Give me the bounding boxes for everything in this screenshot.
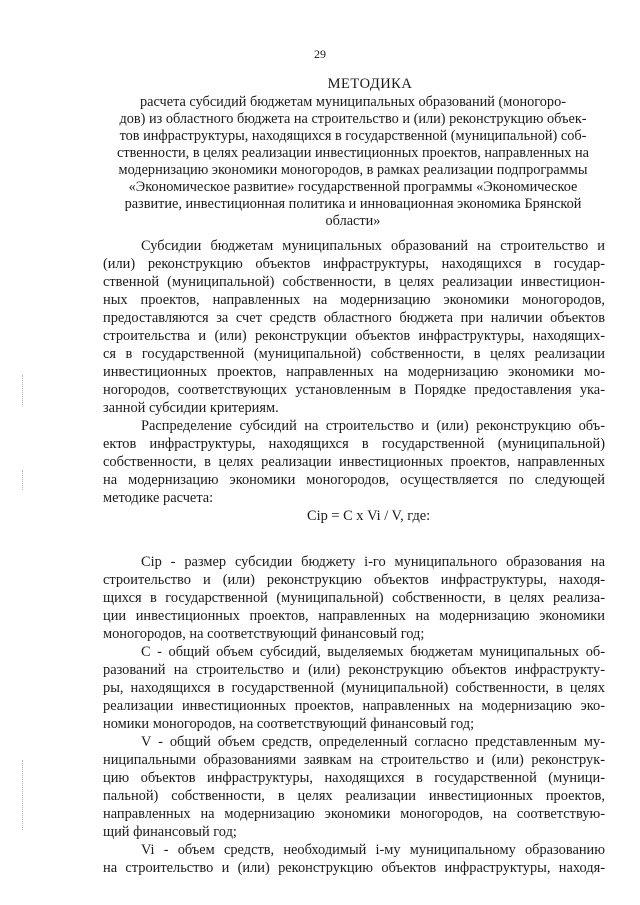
paragraph-line: (или) реконструкцию объектов инфраструктуры, находящихся в государ- [103, 256, 605, 272]
definition-line: номики моногородов, на соответствующий финансовый год; [103, 716, 475, 732]
spacer [103, 543, 605, 553]
spacer [103, 525, 605, 543]
subtitle-line: расчета субсидий бюджетам муниципальных образований (моногоро- [140, 94, 566, 110]
definition-line: ры, находящихся в государственной (муниципальной) собственности, в целях [103, 680, 605, 696]
definition-line: ниципальными образованиями заявкам на строительство и (или) реконструк- [103, 752, 605, 768]
subtitle-line: дов) из областного бюджета на строительство и (или) реконструкцию объек- [119, 111, 587, 127]
formula: Сiр = С х Vi / V, где: [307, 508, 431, 524]
document-title: МЕТОДИКА [327, 76, 413, 92]
paragraph-line: инвестиционных проектов, направленных на модернизацию экономики мо- [103, 364, 605, 380]
definition-line: Сiр - размер субсидии бюджету i-го муниципального образования на [141, 554, 605, 570]
paragraph-line: Распределение субсидий на строительство и (или) реконструкцию объ- [141, 418, 605, 434]
paragraph-line: ственной (муниципальной) собственности, в целях реализации инвестицион- [103, 274, 605, 290]
definition-line: на строительство и (или) реконструкцию объектов инфраструктуры, находя- [103, 860, 605, 876]
subtitle-line: «Экономическое развитие» государственной программы «Экономическое [128, 179, 578, 195]
definition-line: щихся в государственной (муниципальной) собственности, в целях реализа- [103, 590, 605, 606]
scan-margin-mark [22, 470, 25, 490]
definition-line: направленных на модернизацию экономики моногородов, на соответствую- [103, 806, 605, 822]
scan-margin-mark [22, 760, 25, 830]
definition-line: пальной) собственности, в целях реализации инвестиционных проектов, [103, 788, 605, 804]
definition-line: разований на строительство и (или) реконструкцию объектов инфраструкту- [103, 662, 605, 678]
paragraph-line: ектов инфраструктуры, находящихся в государственной (муниципальной) [103, 436, 605, 452]
body-text [103, 237, 605, 877]
paragraph-line: ногородов, соответствующих установленным в Порядке предоставления ука- [103, 382, 605, 398]
definition-line: реализации инвестиционных проектов, направленных на модернизацию эко- [103, 698, 605, 714]
paragraph-line: занной субсидии критериям. [103, 400, 279, 416]
definition-line: строительство и (или) реконструкцию объектов инфраструктуры, находя- [103, 572, 605, 588]
subtitle-line: ственности, в целях реализации инвестиционных проектов, направленных на [117, 145, 589, 161]
subtitle-line: области» [325, 213, 381, 229]
subtitle-line: развитие, инвестиционная политика и инновационная экономика Брянской [124, 196, 582, 212]
paragraph-line: ных проектов, направленных на модернизацию экономики моногородов, [103, 292, 605, 308]
definition-line: щий финансовый год; [103, 824, 237, 840]
paragraph-line: собственности, в целях реализации инвестиционных проектов, направленных [103, 454, 605, 470]
definition-line: Vi - объем средств, необходимый i-му муниципальному образованию [141, 842, 605, 858]
paragraph-line: на модернизацию экономики моногородов, осуществляется по следующей [103, 472, 605, 488]
paragraph-line: методике расчета: [103, 490, 214, 506]
paragraph-line: Субсидии бюджетам муниципальных образований на строительство и [141, 238, 605, 254]
definition-line: цию объектов инфраструктуры, находящихся в государственной (муници- [103, 770, 605, 786]
paragraph-line: строительства и (или) реконструкции объектов инфраструктуры, находящих- [103, 328, 605, 344]
subtitle-line: тов инфраструктуры, находящихся в государственной (муниципальной) соб- [119, 128, 587, 144]
paragraph-line: ся в государственной (муниципальной) собственности, в целях реализации [103, 346, 605, 362]
definition-line: С - общий объем субсидий, выделяемых бюджетам муниципальных об- [141, 644, 605, 660]
subtitle-line: модернизацию экономики моногородов, в рамках реализации подпрограммы [118, 162, 588, 178]
definition-line: ции инвестиционных проектов, направленных на модернизацию экономики [103, 608, 605, 624]
definition-line: V - общий объем средств, определенный согласно представленным му- [141, 734, 605, 750]
scan-margin-mark [22, 375, 25, 405]
paragraph-line: предоставляются за счет средств областного бюджета при наличии объектов [103, 310, 605, 326]
definition-line: моногородов, на соответствующий финансовый год; [103, 626, 425, 642]
page-number: 29 [314, 47, 326, 61]
document-subtitle [103, 94, 603, 230]
